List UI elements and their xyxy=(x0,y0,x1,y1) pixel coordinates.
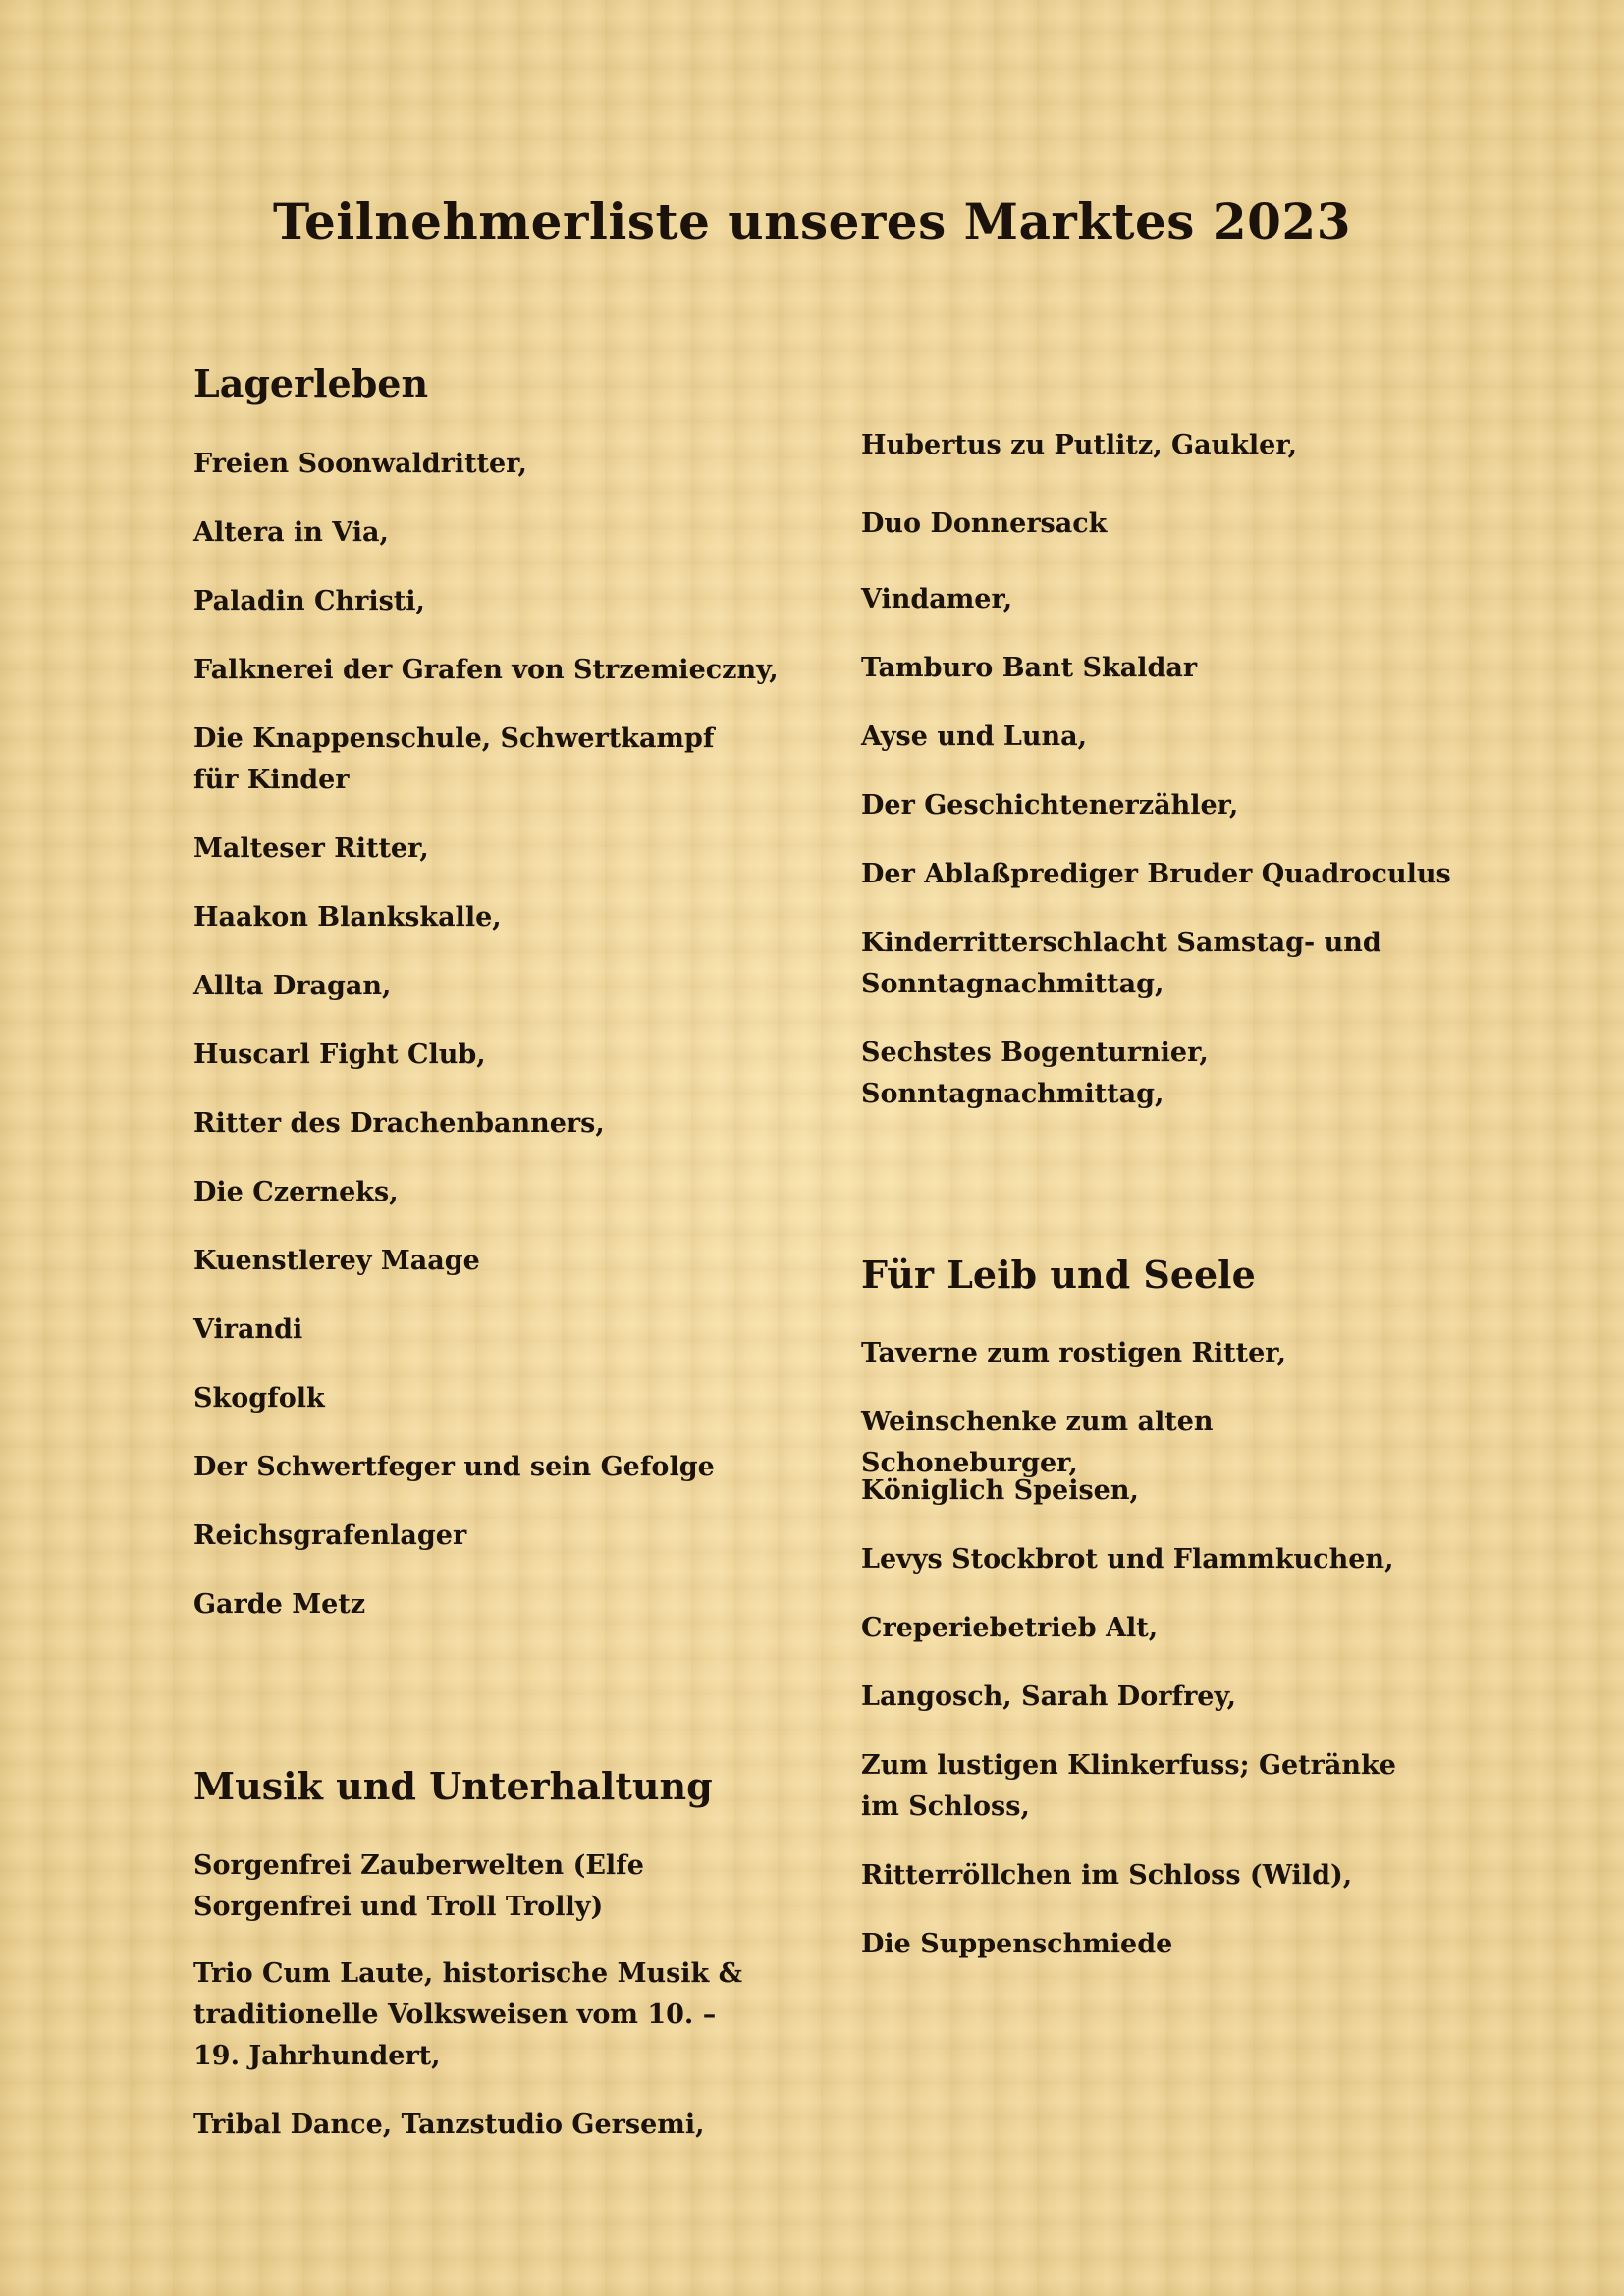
list-item: Hubertus zu Putlitz, Gaukler, xyxy=(861,430,1297,460)
list-item: Der Geschichtenerzähler, xyxy=(861,790,1239,821)
list-item: Haakon Blankskalle, xyxy=(193,902,502,933)
list-item: Malteser Ritter, xyxy=(193,833,429,864)
list-item: Ritter des Drachenbanners, xyxy=(193,1108,605,1139)
list-item: Creperiebetrieb Alt, xyxy=(861,1613,1159,1643)
list-item: Kinderritterschlacht Samstag- und Sonntagnachmittag, xyxy=(861,928,1381,999)
list-item: Die Suppenschmiede xyxy=(861,1929,1173,1959)
list-item: Altera in Via, xyxy=(193,517,389,548)
list-item: Sorgenfrei Zauberwelten (Elfe Sorgenfrei und Troll Trolly) xyxy=(193,1850,644,1922)
list-item: Freien Soonwaldritter, xyxy=(193,449,527,479)
list-item: Weinschenke zum alten Schoneburger, xyxy=(861,1407,1214,1478)
list-item: Allta Dragan, xyxy=(193,971,392,1001)
list-item: Kuenstlerey Maage xyxy=(193,1246,480,1276)
list-item: Der Schwertfeger und sein Gefolge xyxy=(193,1452,715,1482)
list-item: Huscarl Fight Club, xyxy=(193,1040,486,1070)
list-item: Vindamer, xyxy=(861,584,1013,614)
list-item: Langosch, Sarah Dorfrey, xyxy=(861,1682,1236,1712)
list-item: Garde Metz xyxy=(193,1589,366,1620)
list-item: Königlich Speisen, xyxy=(861,1475,1139,1506)
section-heading-leib: Für Leib und Seele xyxy=(861,1253,1256,1297)
list-item: Paladin Christi, xyxy=(193,586,425,616)
page-title: Teilnehmerliste unseres Marktes 2023 xyxy=(272,192,1352,250)
list-item: Falknerei der Grafen von Strzemieczny, xyxy=(193,655,779,685)
list-item: Skogfolk xyxy=(193,1383,325,1414)
list-item: Virandi xyxy=(193,1314,303,1345)
section-heading-musik: Musik und Unterhaltung xyxy=(193,1764,713,1808)
list-item: Ritterröllchen im Schloss (Wild), xyxy=(861,1860,1353,1891)
list-item: Duo Donnersack xyxy=(861,508,1108,539)
list-item: Tribal Dance, Tanzstudio Gersemi, xyxy=(193,2109,705,2140)
list-item: Sechstes Bogenturnier, Sonntagnachmittag, xyxy=(861,1038,1209,1109)
list-item: Trio Cum Laute, historische Musik & traditionelle Volksweisen vom 10. – 19. Jahrhundert, xyxy=(193,1958,743,2071)
list-item: Zum lustigen Klinkerfuss; Getränke im Schloss, xyxy=(861,1750,1396,1822)
list-item: Taverne zum rostigen Ritter, xyxy=(861,1338,1286,1368)
section-heading-lagerleben: Lagerleben xyxy=(193,361,429,405)
list-item: Die Czerneks, xyxy=(193,1177,399,1207)
list-item: Tamburo Bant Skaldar xyxy=(861,653,1198,683)
list-item: Ayse und Luna, xyxy=(861,721,1088,752)
list-item: Reichsgrafenlager xyxy=(193,1521,467,1551)
list-item: Die Knappenschule, Schwertkampf für Kinder xyxy=(193,723,715,795)
list-item: Der Ablaßprediger Bruder Quadroculus xyxy=(861,859,1451,889)
list-item: Levys Stockbrot und Flammkuchen, xyxy=(861,1544,1394,1575)
